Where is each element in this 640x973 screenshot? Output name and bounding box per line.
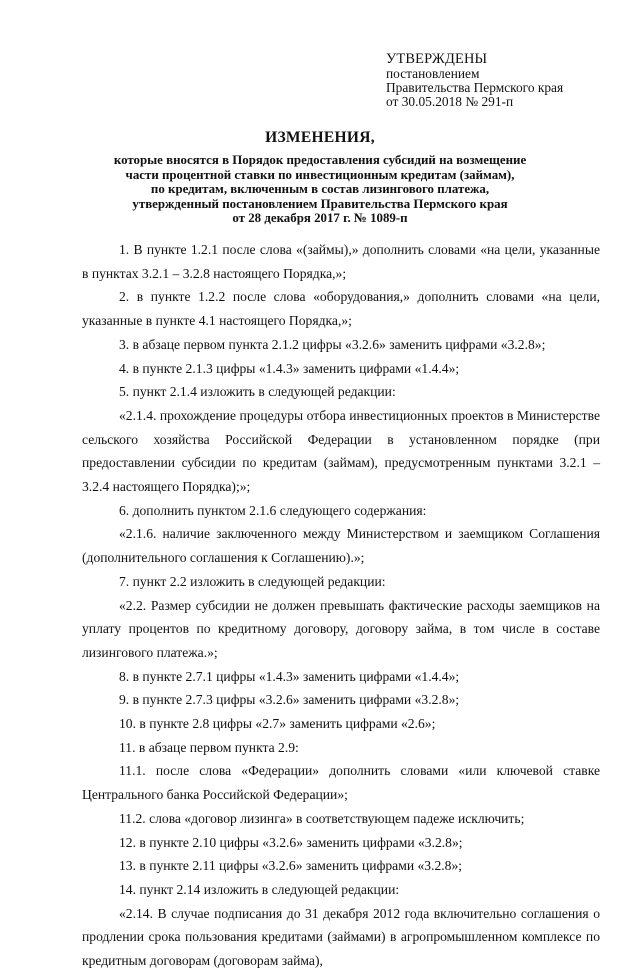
approval-stamp [386, 52, 631, 110]
approval-line: постановлением [386, 66, 480, 81]
paragraph: 11. в абзаце первом пункта 2.9: [119, 739, 299, 755]
subtitle-line: утвержденный постановлением Правительства Пермского края [132, 196, 508, 211]
document-title: ИЗМЕНЕНИЯ, [265, 129, 375, 146]
paragraph: 8. в пункте 2.7.1 цифры «1.4.3» заменить цифрами «1.4.4»; [119, 668, 460, 684]
paragraph: 9. в пункте 2.7.3 цифры «3.2.6» заменить цифрами «3.2.8»; [119, 692, 460, 708]
paragraph: 10. в пункте 2.8 цифры «2.7» заменить цифрами «2.6»; [119, 716, 436, 732]
paragraph: 3. в абзаце первом пункта 2.1.2 цифры «3.2.6» заменить цифрами «3.2.8»; [119, 336, 546, 352]
paragraph: 12. в пункте 2.10 цифры «3.2.6» заменить цифрами «3.2.8»; [119, 834, 463, 850]
approval-line: Правительства Пермского края [386, 80, 564, 96]
document-subtitle [40, 153, 600, 226]
document-body [82, 238, 600, 973]
subtitle-line: по кредитам, включенным в состав лизингового платежа, [150, 182, 490, 197]
paragraph: 2. в пункте 1.2.2 после слова «оборудования,» дополнить словами «на цели, указанные в пункте 4.1 настоящего Порядка,»; [82, 289, 600, 329]
approval-heading: УТВЕРЖДЕНЫ [386, 51, 488, 67]
paragraph: «2.1.6. наличие заключенного между Министерством и заемщиком Соглашения (дополнительного соглашения к Соглашению).»; [82, 526, 600, 566]
paragraph: 6. дополнить пунктом 2.1.6 следующего содержания: [119, 502, 427, 518]
paragraph: «2.14. В случае подписания до 31 декабря 2012 года включительно соглашения о продлении срока пользования кредитами (займами) в агропромышленном комплексе по кредитным договорам (договорам займа), [82, 905, 600, 969]
subtitle-line: от 28 декабря 2017 г. № 1089-п [232, 211, 408, 226]
paragraph: 11.2. слова «договор лизинга» в соответствующем падеже исключить; [119, 810, 525, 826]
subtitle-line: которые вносятся в Порядок предоставления субсидий на возмещение [113, 153, 527, 167]
paragraph: 11.1. после слова «Федерации» дополнить словами «или ключевой ставке Центрального банка Российской Федерации»; [82, 763, 600, 803]
paragraph: 4. в пункте 2.1.3 цифры «1.4.3» заменить цифрами «1.4.4»; [119, 360, 460, 376]
paragraph: 5. пункт 2.1.4 изложить в следующей редакции: [119, 384, 396, 400]
paragraph: 1. В пункте 1.2.1 после слова «(займы),» дополнить словами «на цели, указанные в пунктах 3.2.1 – 3.2.8 настоящего Порядка,»; [82, 242, 600, 281]
paragraph: 7. пункт 2.2 изложить в следующей редакции: [119, 573, 386, 589]
subtitle-line: части процентной ставки по инвестиционным кредитам (займам), [125, 167, 515, 182]
paragraph: 14. пункт 2.14 изложить в следующей редакции: [119, 881, 400, 897]
paragraph: «2.1.4. прохождение процедуры отбора инвестиционных проектов в Министерстве сельского хозяйства Российской Федерации в установленном порядке (при предоставлении субсидии по кредитам (займам), предусмотренным пунктами 3.2.1 – 3.2.4 настоящего Порядка);»; [82, 407, 600, 495]
approval-date-number: от 30.05.2018 № 291-п [386, 94, 514, 110]
paragraph: «2.2. Размер субсидии не должен превышать фактические расходы заемщиков на уплату процентов по кредитному договору, договору займа, в том числе в составе лизингового платежа.»; [82, 597, 600, 660]
paragraph: 13. в пункте 2.11 цифры «3.2.6» заменить цифрами «3.2.8»; [119, 858, 463, 874]
